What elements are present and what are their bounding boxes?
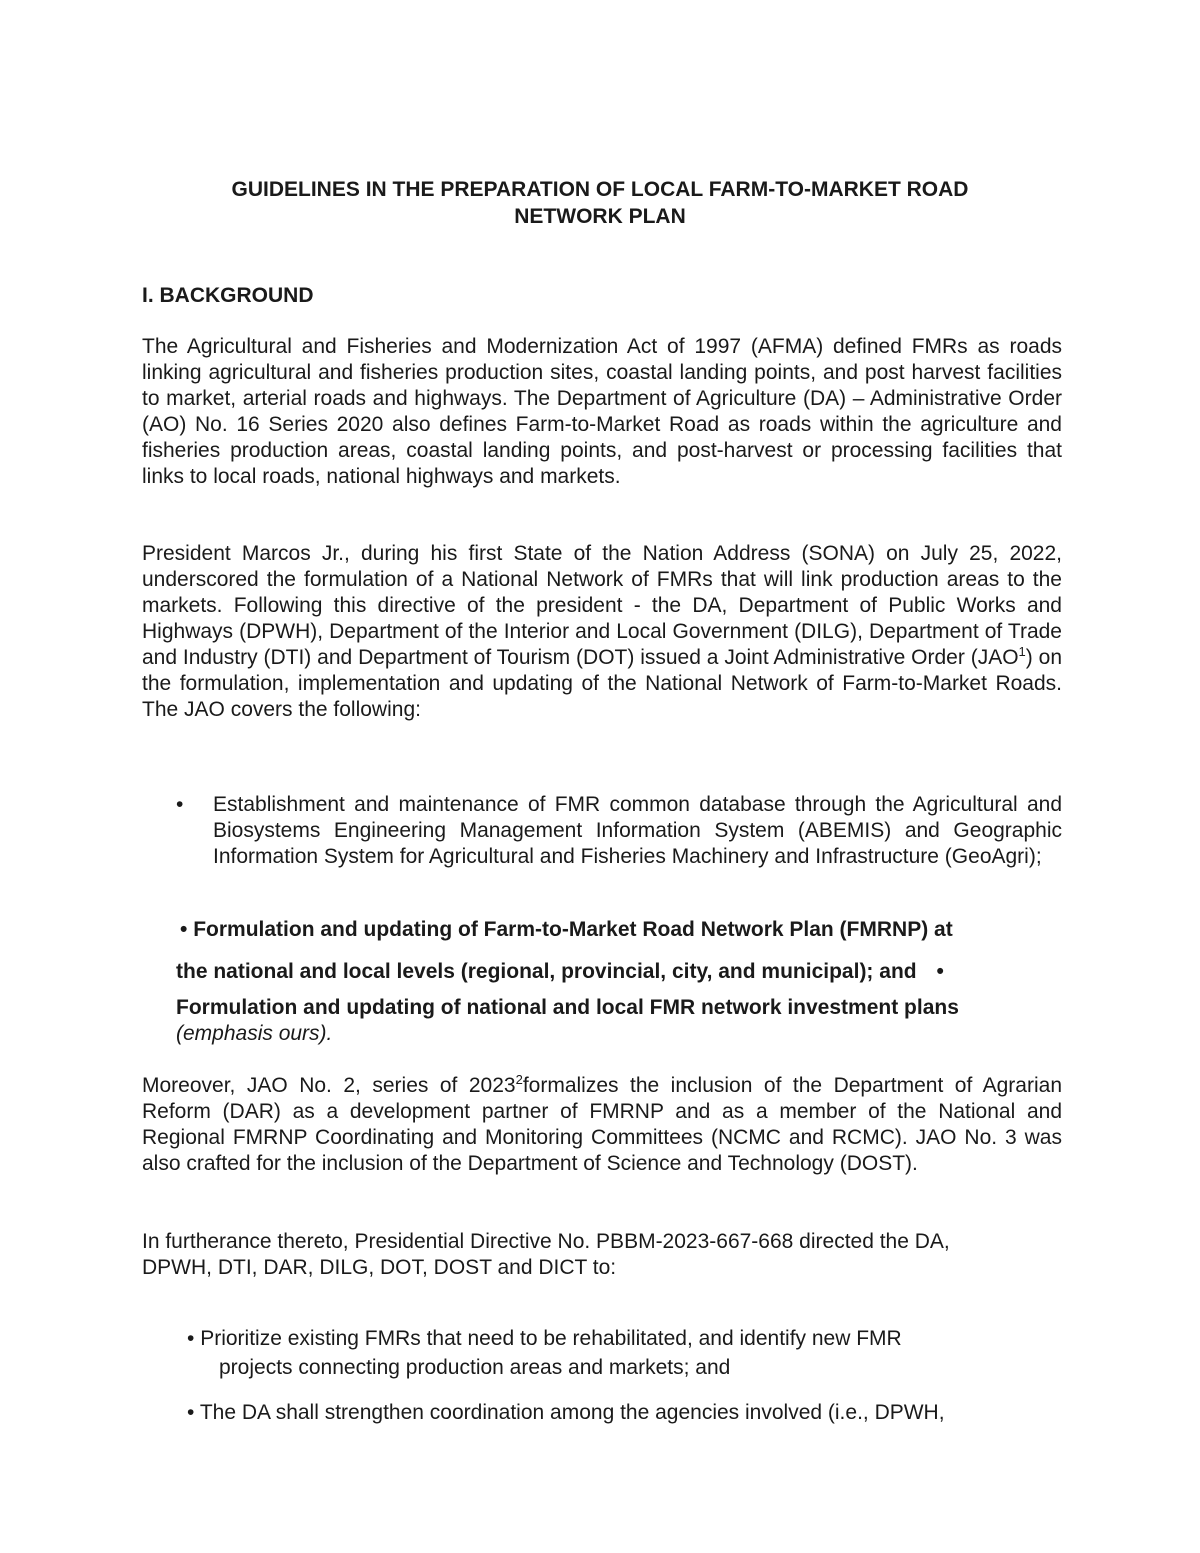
paragraph-directive — [142, 1229, 1062, 1281]
title-line-1: GUIDELINES IN THE PREPARATION OF LOCAL FARM-TO-MARKET ROAD — [231, 178, 969, 201]
paragraph-jao-text-b: formalizes the inclusion of the Department of Agrarian Reform (DAR) as a development partner of FMRNP and as a member of the National and Regional FMRNP Coordinating and Monitoring Committees (NCMC and RCMC). JAO No. 3 was also crafted for the inclusion of the Department of Science and Technology (DOST). — [142, 1074, 1062, 1175]
bullet-text: The DA shall strengthen coordination among the agencies involved (i.e., DPWH, — [199, 1401, 945, 1424]
list-item — [187, 1326, 902, 1352]
section-heading: I. BACKGROUND — [142, 284, 314, 307]
bullet-text: Establishment and maintenance of FMR common database through the Agricultural and Biosystems Engineering Management Information System (ABEMIS) and Geographic Information System for Agricultural and Fisheries Machinery and Infrastructure (GeoAgri); — [213, 793, 1062, 868]
bullet-text-line-2: the national and local levels (regional, provincial, city, and municipal); and — [176, 960, 917, 983]
bullet-icon: • — [176, 793, 184, 816]
list-item — [180, 917, 953, 943]
emphasis-note: (emphasis ours). — [176, 1022, 333, 1045]
list-item — [176, 995, 1062, 1047]
paragraph-sona — [142, 541, 1062, 723]
bullet-icon: • — [187, 1401, 195, 1424]
paragraph-afma: The Agricultural and Fisheries and Modernization Act of 1997 (AFMA) defined FMRs as roads linking agricultural and fisheries production sites, coastal landing points, and post harvest facilities to market, arterial roads and highways. The Department of Agriculture (DA) – Administrative Order (AO) No. 16 Series 2020 also defines Farm-to-Market Road as roads within the agriculture and fisheries production areas, coastal landing points, and post-harvest or processing facilities that links to local roads, national highways and markets. — [142, 335, 1062, 488]
paragraph-directive-line-1: In furtherance thereto, Presidential Directive No. PBBM-2023-667-668 directed the DA, — [142, 1230, 950, 1253]
list-item — [176, 792, 1062, 870]
bullet-text-line-1: Prioritize existing FMRs that need to be rehabilitated, and identify new FMR — [200, 1327, 902, 1350]
paragraph-jao-text-a: Moreover, JAO No. 2, series of 2023 — [142, 1074, 516, 1097]
list-item — [187, 1400, 945, 1426]
bullet-text-line-2: projects connecting production areas and markets; and — [219, 1356, 731, 1379]
footnote-ref-1: 1 — [1018, 644, 1026, 659]
list-item-continuation — [176, 959, 944, 985]
title-line-2: NETWORK PLAN — [514, 205, 686, 228]
bullet-text: Formulation and updating of national and local FMR network investment plans — [176, 996, 959, 1019]
bullet-icon: • — [187, 1327, 195, 1350]
paragraph-sona-text-b: ) on the formulation, implementation and updating of the National Network of Farm-to-Market Roads. The JAO covers the following: — [142, 646, 1063, 721]
paragraph-jao — [142, 1073, 1062, 1177]
paragraph-sona-text-a: President Marcos Jr., during his first State of the Nation Address (SONA) on July 25, 2022, underscored the formulation of a National Network of FMRs that will link production areas to the markets. Following this directive of the president - the DA, Department of Public Works and Highways (DPWH), Department of the Interior and Local Government (DILG), Department of Trade and Industry (DTI) and Department of Tourism (DOT) issued a Joint Administrative Order (JAO — [142, 542, 1062, 669]
list-item-continuation — [219, 1355, 730, 1381]
bullet-text-line-1: Formulation and updating of Farm-to-Market Road Network Plan (FMRNP) at — [193, 918, 953, 941]
bullet-icon: • — [936, 960, 944, 983]
bullet-icon: • — [180, 918, 188, 941]
footnote-ref-2: 2 — [515, 1072, 523, 1087]
paragraph-directive-line-2: DPWH, DTI, DAR, DILG, DOT, DOST and DICT to: — [142, 1256, 617, 1279]
document-title — [140, 176, 1060, 230]
